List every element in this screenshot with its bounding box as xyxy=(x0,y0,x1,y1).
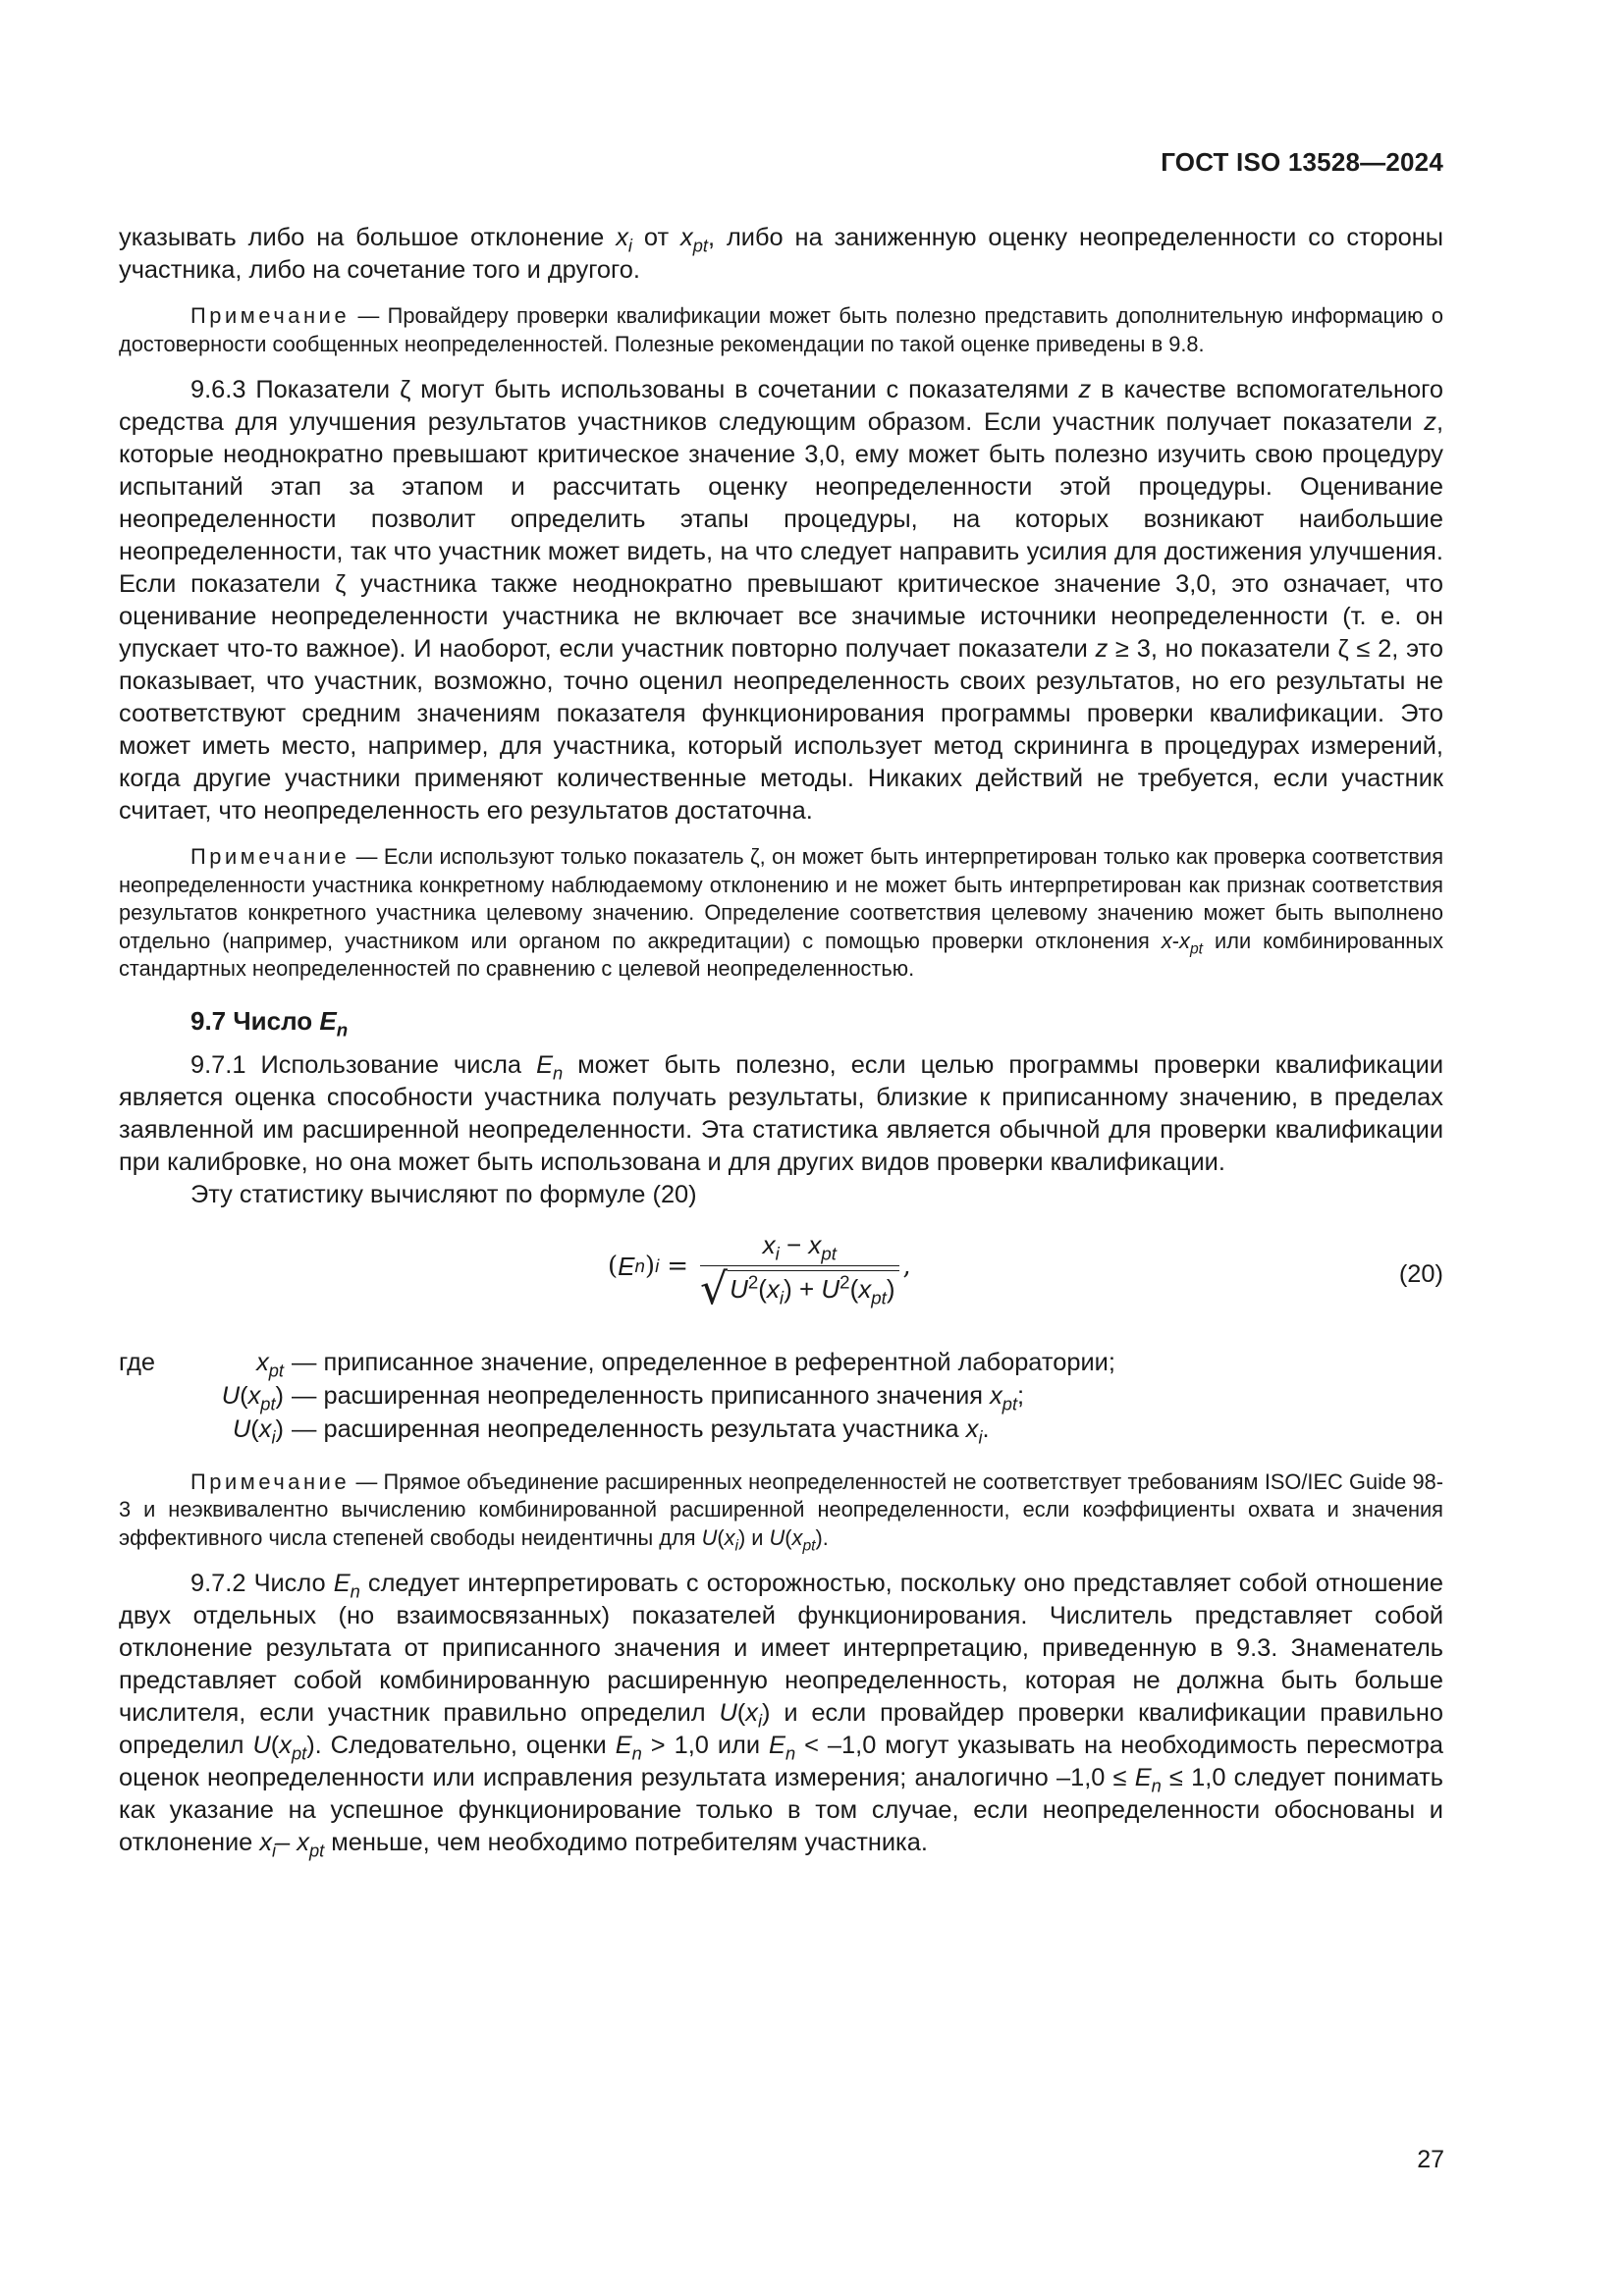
note-label: Примечание xyxy=(190,1468,351,1494)
paragraph-continuation: указывать либо на большое отклонение $x_i$ от $x_{pt}$, либо на заниженную оценку неопределенности со стороны участника, либо на сочетание того и другого. xyxy=(119,224,1443,284)
page-content xyxy=(119,222,1443,1859)
formula-fraction: $\frac{x_i - x_{pt}}{√U^2(x_i) + U^2(x_{pt})}$ xyxy=(700,1229,899,1306)
paragraph-9-7-2: 9.7.2 Число $E_n$ следует интерпретировать с осторожностью, поскольку оно представляет собой отношение двух отдельных (но взаимосвязанных) показателей функционирования. Числитель представляет собой отклонение результата от приписанного значения и имеет интерпретацию, приведенную в 9.3. Знаменатель представляет собой комбинированную расширенную неопределенность, которая не должна быть больше числителя, если участник правильно определил $U(x_i)$ и если провайдер проверки квалификации правильно определил $U(x_{pt})$. Следовательно, оценки $E_n > 1,0$ или $E_n < -1,0$ могут указывать на необходимость пересмотра оценок неопределенности или исправления результата измерения; аналогично $-1,0 \le E_n \le 1,0$ следует понимать как указание на успешное функционирование только в том случае, если неопределенности обоснованы и отклонение $x_i-$ $x_{pt}$ меньше, чем необходимо потребителям участника. xyxy=(119,1570,1443,1861)
document-header: ГОСТ ISO 13528—2024 xyxy=(1161,147,1443,177)
formula-number: (20) xyxy=(1398,1259,1443,1288)
section-heading-9-7: 9.7 Число $E_n$ xyxy=(190,1005,349,1041)
sqrt-sign: √ xyxy=(700,1263,729,1314)
note-1: Примечание — Провайдеру проверки квалификации может быть полезно представить дополнительную информацию о достоверности сообщенных неопределенностей. Полезные рекомендации по такой оценке приведены в 9.8. xyxy=(119,303,1443,356)
note-label: Примечание xyxy=(190,844,351,869)
note-2: Примечание — Если используют только показатель ζ, он может быть интерпретирован только как проверка соответствия неопределенности участника конкретному наблюдаемому отклонению и не может быть интерпретирован как признак соответствия результатов конкретного участника целевому значению. Определение соответствия целевому значению может быть выполнено отдельно (например, участником или органом по аккредитации) с помощью проверки отклонения $x-x_{pt}$ или комбинированных стандартных неопределенностей по сравнению с целевой неопределенностью. xyxy=(119,844,1443,981)
formula-legend: где $x_{pt}$ — приписанное значение, определенное в референтной лаборатории; $U(x_{pt})$ — расширенная неопределенность приписанного значения $x_{pt}$; $U(x_i)$ — расширенная неопределенность результата участника $x_i$. xyxy=(119,1348,1115,1447)
formula-expression: ( E n ) i = $\frac{x_i - x_{pt}}{√U^2(x_i) + U^2(x_{pt})}$ , xyxy=(608,1229,911,1314)
page-number: 27 xyxy=(1417,2146,1444,2173)
formula-20 xyxy=(119,1221,1443,1341)
note-3: Примечание — Прямое объединение расширенных неопределенностей не соответствует требованиям ISO/IEC Guide 98-3 и неэквивалентно вычислению комбинированной расширенной неопределенности, если коэффициенты охвата и значения эффективного числа степеней свободы неидентичны для $U(x_i)$ и $U(x_{pt})$. xyxy=(119,1468,1443,1554)
formula-intro: Эту статистику вычисляют по формуле (20) xyxy=(190,1180,697,1208)
note-label: Примечание xyxy=(190,303,351,328)
paragraph-9-6-3: 9.6.3 Показатели ζ могут быть использованы в сочетании с показателями z в качестве вспомогательного средства для улучшения результатов участников следующим образом. Если участник получает показатели z, которые неоднократно превышают критическое значение 3,0, ему может быть полезно изучить свою процедуру испытаний этап за этапом и рассчитать оценку неопределенности этой процедуры. Оценивание неопределенности позволит определить этапы процедуры, на которых возникают наибольшие неопределенности, так что участник может видеть, на что следует направить усилия для достижения улучшения. Если показатели ζ участника также неоднократно превышают критическое значение 3,0, это означает, что оценивание неопределенности участника не включает все значимые источники неопределенности (т. е. он упускает что-то важное). И наоборот, если участник повторно получает показатели z ≥ 3, но показатели ζ ≤ 2, это показывает, что участник, возможно, точно оценил неопределенность своих результатов, но его результаты не соответствуют средним значениям показателя функционирования программы проверки квалификации. Это может иметь место, например, для участника, который использует метод скрининга в процедурах измерений, когда другие участники применяют количественные методы. Никаких действий не требуется, если участник считает, что неопределенность его результатов достаточна. xyxy=(119,376,1443,825)
paragraph-9-7-1: 9.7.1 Использование числа $E_n$ может быть полезно, если целью программы проверки квалификации является оценка способности участника получать результаты, близкие к приписанному значению, в пределах заявленной им расширенной неопределенности. Эта статистика является обычной для проверки квалификации при калибровке, но она может быть использована и для других видов проверки квалификации. xyxy=(119,1050,1444,1176)
